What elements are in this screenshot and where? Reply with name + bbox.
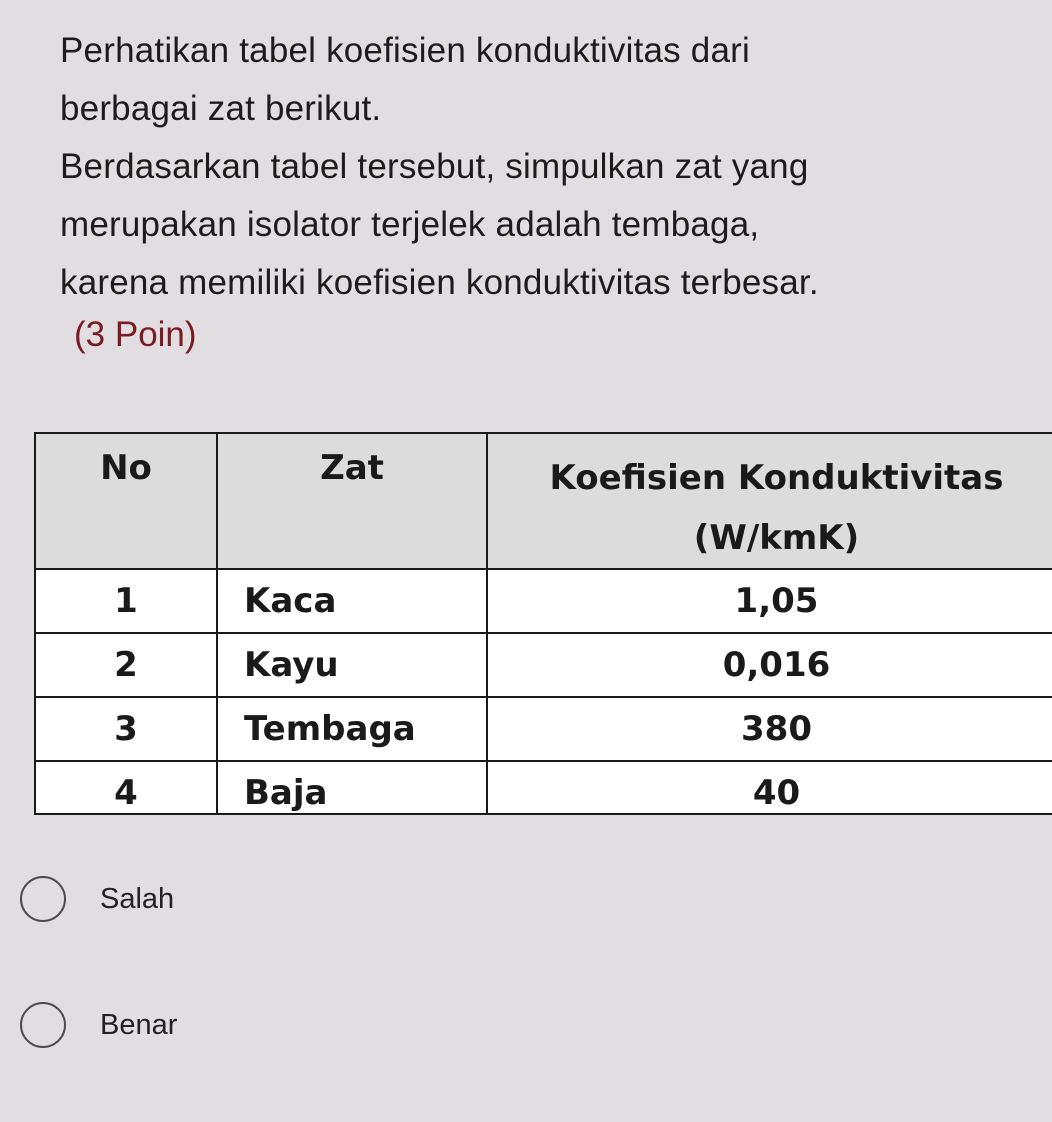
table-row (36, 569, 1052, 633)
cell-no: 3 (36, 697, 217, 761)
answer-options (20, 870, 177, 1122)
conductivity-table (36, 434, 1052, 815)
header-zat: Zat (217, 434, 487, 569)
cell-nilai: 1,05 (487, 569, 1052, 633)
option-label-benar[interactable]: Benar (100, 1008, 178, 1041)
table-row (36, 697, 1052, 761)
cell-no: 2 (36, 633, 217, 697)
radio-button-salah[interactable] (20, 876, 66, 922)
header-koefisien-title: Koefisien Konduktivitas (549, 458, 1004, 498)
option-salah[interactable] (20, 870, 177, 928)
table-row (36, 633, 1052, 697)
table-row (36, 761, 1052, 815)
table-header-row (36, 434, 1052, 569)
conductivity-table-image (34, 432, 1052, 815)
question-line-1: Perhatikan tabel koefisien konduktivitas dari (60, 31, 750, 70)
question-line-4: merupakan isolator terjelek adalah tembaga, (60, 205, 760, 244)
cell-nilai: 0,016 (487, 633, 1052, 697)
question-points: (3 Poin) (74, 315, 197, 354)
cell-no: 1 (36, 569, 217, 633)
question-line-5: karena memiliki koefisien konduktivitas terbesar. (60, 263, 819, 302)
cell-zat: Baja (217, 761, 487, 815)
cell-no: 4 (36, 761, 217, 815)
radio-button-benar[interactable] (20, 1002, 66, 1048)
option-benar[interactable] (20, 996, 177, 1054)
header-koefisien-unit: (W/kmK) (693, 518, 860, 558)
cell-zat: Tembaga (217, 697, 487, 761)
cell-nilai: 40 (487, 761, 1052, 815)
header-no: No (36, 434, 217, 569)
cell-nilai: 380 (487, 697, 1052, 761)
header-koefisien (487, 434, 1052, 569)
cell-zat: Kayu (217, 633, 487, 697)
option-label-salah[interactable]: Salah (100, 882, 175, 915)
question-line-2: berbagai zat berikut. (60, 89, 382, 128)
question-line-3: Berdasarkan tabel tersebut, simpulkan zat yang (60, 147, 809, 186)
cell-zat: Kaca (217, 569, 487, 633)
question-text (60, 22, 1020, 312)
